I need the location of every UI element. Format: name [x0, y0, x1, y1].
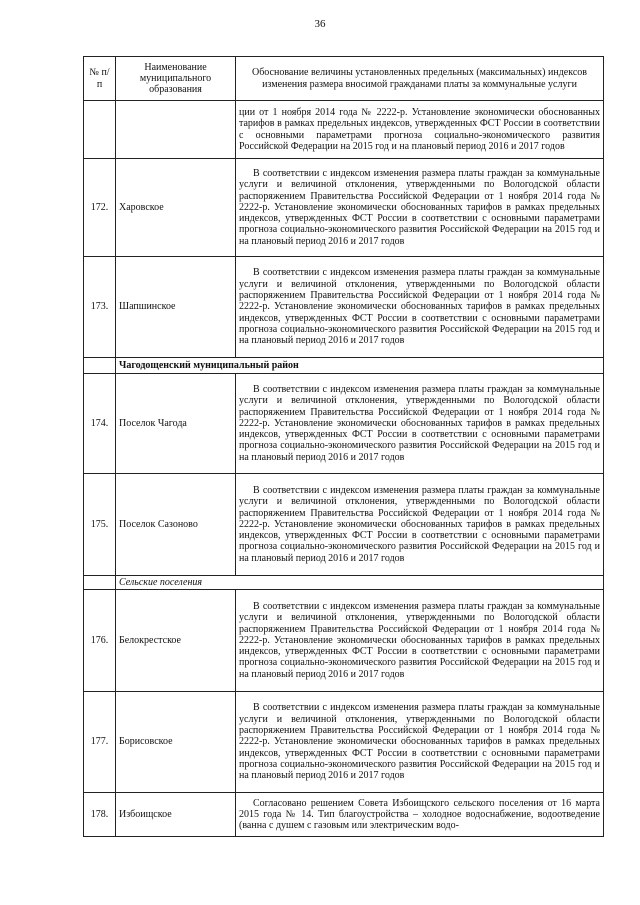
table-row [84, 159, 604, 257]
row-justification: В соответствии с индексом изменения размера платы граждан за коммунальные услуги и величиной отклонения, утвержденными по Вологодской области распоряжением Правительства Российской Федерации от 1 ноября 2014 года № 2222-р. Установление экономически обоснованных тарифов в рамках предельных индексов, утвержденных ФСТ России в соответствии с основными параметрами прогноза социально-экономического развития Российской Федерации на 2015 год и на плановый период 2016 и 2017 годов [236, 159, 604, 257]
header-justification: Обоснование величины установленных предельных (максимальных) индексов изменения размера вносимой гражданами платы за коммунальные услуги [236, 57, 604, 101]
page-number: 36 [314, 18, 326, 30]
row-justification: В соответствии с индексом изменения размера платы граждан за коммунальные услуги и величиной отклонения, утвержденными по Вологодской области распоряжением Правительства Российской Федерации от 1 ноября 2014 года № 2222-р. Установление экономически обоснованных тарифов в рамках предельных индексов, утвержденных ФСТ России в соответствии с основными параметрами прогноза социально-экономического развития Российской Федерации на 2015 год и на плановый период 2016 и 2017 годов [236, 692, 604, 793]
header-number: № п/п [84, 57, 116, 101]
row-number: 176. [84, 590, 116, 692]
row-justification: В соответствии с индексом изменения размера платы граждан за коммунальные услуги и величиной отклонения, утвержденными по Вологодской области распоряжением Правительства Российской Федерации от 1 ноября 2014 года № 2222-р. Установление экономически обоснованных тарифов в рамках предельных индексов, утвержденных ФСТ России в соответствии с основными параметрами прогноза социально-экономического развития Российской Федерации на 2015 год и на плановый период 2016 и 2017 годов [236, 474, 604, 576]
table-row [84, 692, 604, 793]
row-justification: В соответствии с индексом изменения размера платы граждан за коммунальные услуги и величиной отклонения, утвержденными по Вологодской области распоряжением Правительства Российской Федерации от 1 ноября 2014 года № 2222-р. Установление экономически обоснованных тарифов в рамках предельных индексов, утвержденных ФСТ России в соответствии с основными параметрами прогноза социально-экономического развития Российской Федерации на 2015 год и на плановый период 2016 и 2017 годов [236, 257, 604, 358]
row-number: 178. [84, 793, 116, 837]
row-number [84, 101, 116, 159]
row-number: 177. [84, 692, 116, 793]
table-row [84, 101, 604, 159]
table-header-row [84, 57, 604, 101]
section-row [84, 358, 604, 374]
row-municipality: Борисовское [116, 692, 236, 793]
row-municipality [116, 101, 236, 159]
table-row [84, 590, 604, 692]
table-row [84, 793, 604, 837]
subsection-title: Сельские поселения [116, 576, 604, 590]
row-number: 175. [84, 474, 116, 576]
table-row [84, 257, 604, 358]
tariff-index-table [83, 56, 604, 837]
row-justification: Согласовано решением Совета Избоищского сельского поселения от 16 марта 2015 года № 14. Тип благоустройства – холодное водоснабжение, водоотведение (ванна с душем с газовым или электрическим водо- [236, 793, 604, 837]
subsection-row [84, 576, 604, 590]
row-number: 173. [84, 257, 116, 358]
row-municipality: Поселок Сазоново [116, 474, 236, 576]
row-number [84, 576, 116, 590]
table-row [84, 374, 604, 474]
section-title: Чагодощенский муниципальный район [116, 358, 604, 374]
row-justification: В соответствии с индексом изменения размера платы граждан за коммунальные услуги и величиной отклонения, утвержденными по Вологодской области распоряжением Правительства Российской Федерации от 1 ноября 2014 года № 2222-р. Установление экономически обоснованных тарифов в рамках предельных индексов, утвержденных ФСТ России в соответствии с основными параметрами прогноза социально-экономического развития Российской Федерации на 2015 год и на плановый период 2016 и 2017 годов [236, 374, 604, 474]
table-row [84, 474, 604, 576]
row-justification: ции от 1 ноября 2014 года № 2222-р. Установление экономически обоснованных тарифов в рамках предельных индексов, утвержденных ФСТ России в соответствии с основными параметрами прогноза социально-экономического развития Российской Федерации на 2015 год и на плановый период 2016 и 2017 годов [236, 101, 604, 159]
row-number: 172. [84, 159, 116, 257]
row-municipality: Харовское [116, 159, 236, 257]
row-number [84, 358, 116, 374]
row-municipality: Шапшинское [116, 257, 236, 358]
row-municipality: Поселок Чагода [116, 374, 236, 474]
row-municipality: Белокрестское [116, 590, 236, 692]
header-municipality: Наименование муниципального образования [116, 57, 236, 101]
row-municipality: Избоищское [116, 793, 236, 837]
row-justification: В соответствии с индексом изменения размера платы граждан за коммунальные услуги и величиной отклонения, утвержденными по Вологодской области распоряжением Правительства Российской Федерации от 1 ноября 2014 года № 2222-р. Установление экономически обоснованных тарифов в рамках предельных индексов, утвержденных ФСТ России в соответствии с основными параметрами прогноза социально-экономического развития Российской Федерации на 2015 год и на плановый период 2016 и 2017 годов [236, 590, 604, 692]
row-number: 174. [84, 374, 116, 474]
